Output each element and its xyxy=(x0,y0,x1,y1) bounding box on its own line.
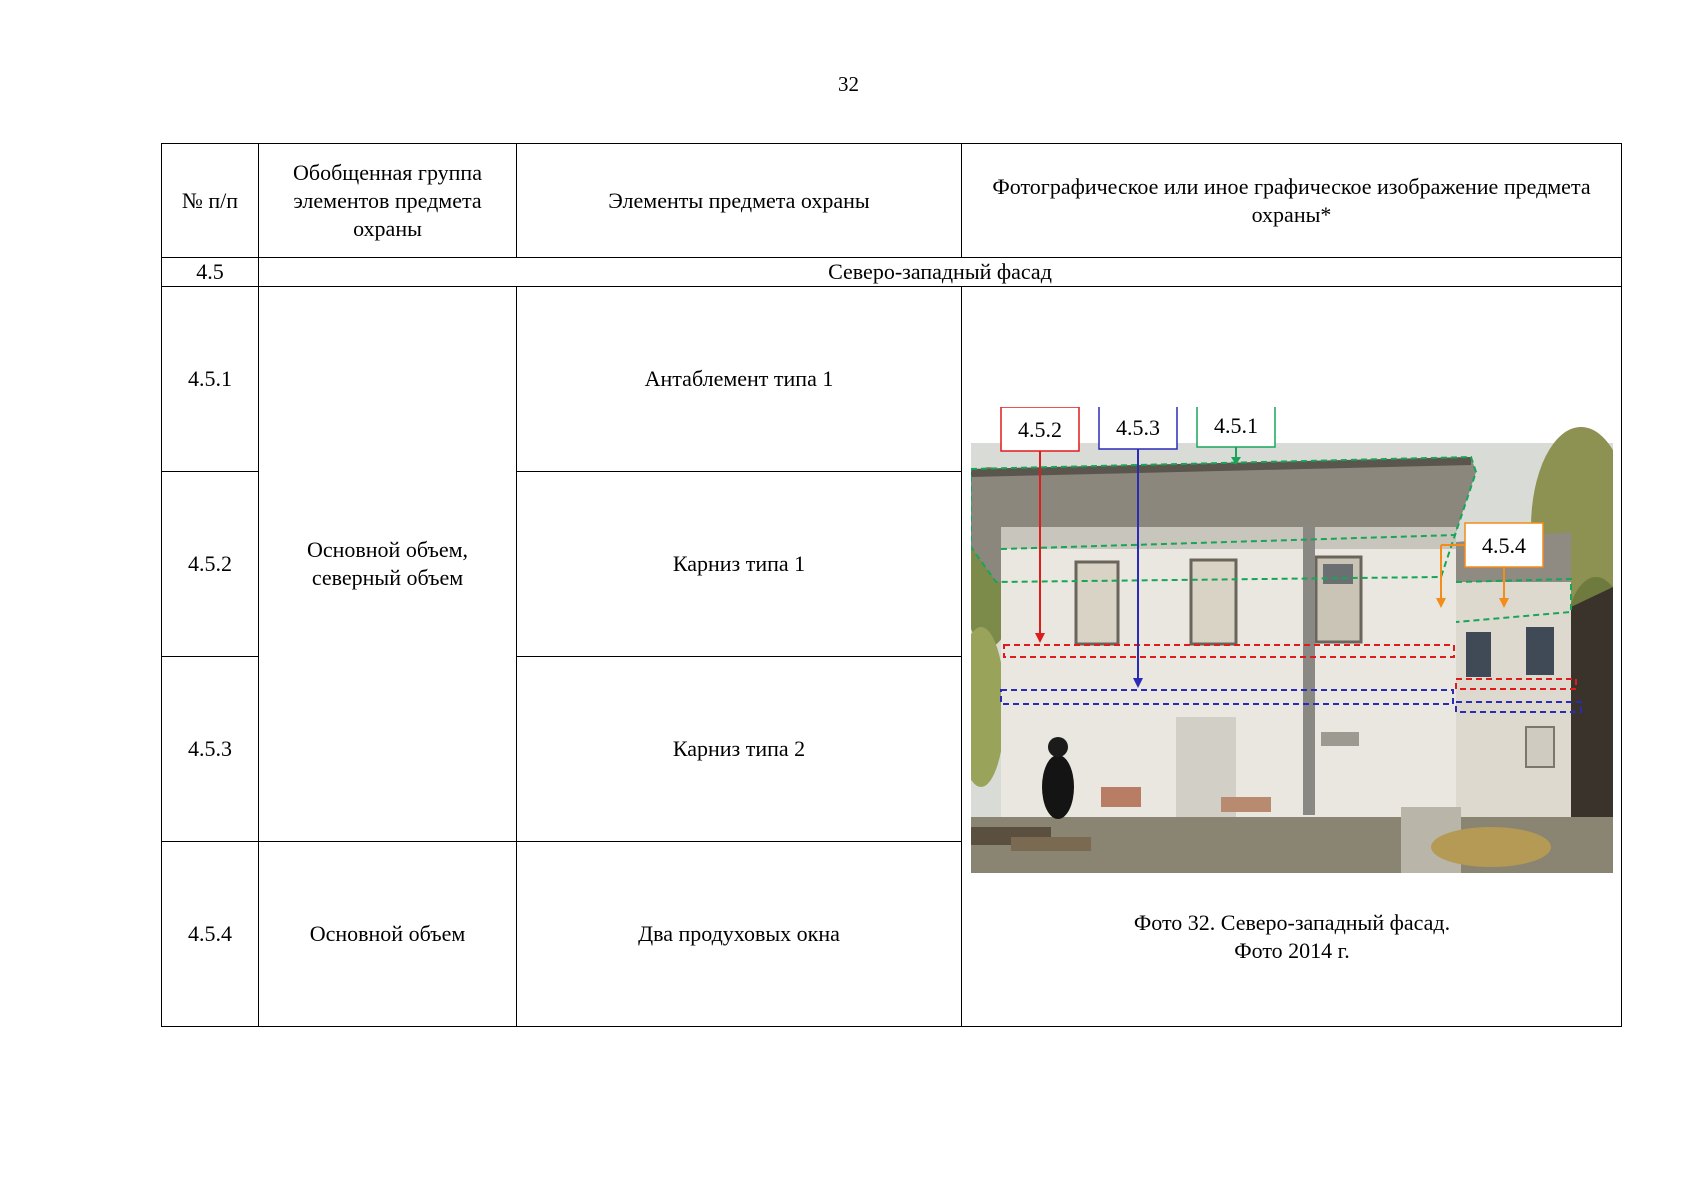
header-image: Фотографическое или иное графическое изображение предмета охраны* xyxy=(962,144,1622,258)
photo-caption-line2: Фото 2014 г. xyxy=(1234,938,1350,963)
facade-photo xyxy=(971,407,1613,873)
photo-cell xyxy=(962,287,1622,1027)
group-cell: Основной объем, северный объем xyxy=(259,287,517,842)
header-elements: Элементы предмета охраны xyxy=(517,144,962,258)
row-element: Антаблемент типа 1 xyxy=(517,287,962,472)
row-num: 4.5.3 xyxy=(162,657,259,842)
facade-photo-illustration xyxy=(971,407,1613,873)
row-element: Карниз типа 1 xyxy=(517,472,962,657)
photo-caption-line1: Фото 32. Северо-западный фасад. xyxy=(1133,910,1451,935)
group-cell: Основной объем xyxy=(259,842,517,1027)
row-num: 4.5.2 xyxy=(162,472,259,657)
header-group: Обобщенная группа элементов предмета охраны xyxy=(259,144,517,258)
table-header-row xyxy=(162,144,1622,258)
row-element: Два продуховых окна xyxy=(517,842,962,1027)
protection-table xyxy=(161,143,1622,1027)
page-number: 32 xyxy=(838,72,859,96)
row-num: 4.5.4 xyxy=(162,842,259,1027)
header-num: № п/п xyxy=(162,144,259,258)
row-element: Карниз типа 2 xyxy=(517,657,962,842)
callout-4-5-3-label: 4.5.3 xyxy=(1116,415,1160,440)
section-title: Северо-западный фасад xyxy=(259,258,1622,287)
section-num: 4.5 xyxy=(162,258,259,287)
photo-caption xyxy=(962,909,1622,965)
callout-4-5-1-label: 4.5.1 xyxy=(1214,413,1258,438)
callout-4-5-2-label: 4.5.2 xyxy=(1018,417,1062,442)
callout-4-5-4-label: 4.5.4 xyxy=(1482,533,1526,558)
row-num: 4.5.1 xyxy=(162,287,259,472)
table-row xyxy=(162,287,1622,472)
section-row xyxy=(162,258,1622,287)
